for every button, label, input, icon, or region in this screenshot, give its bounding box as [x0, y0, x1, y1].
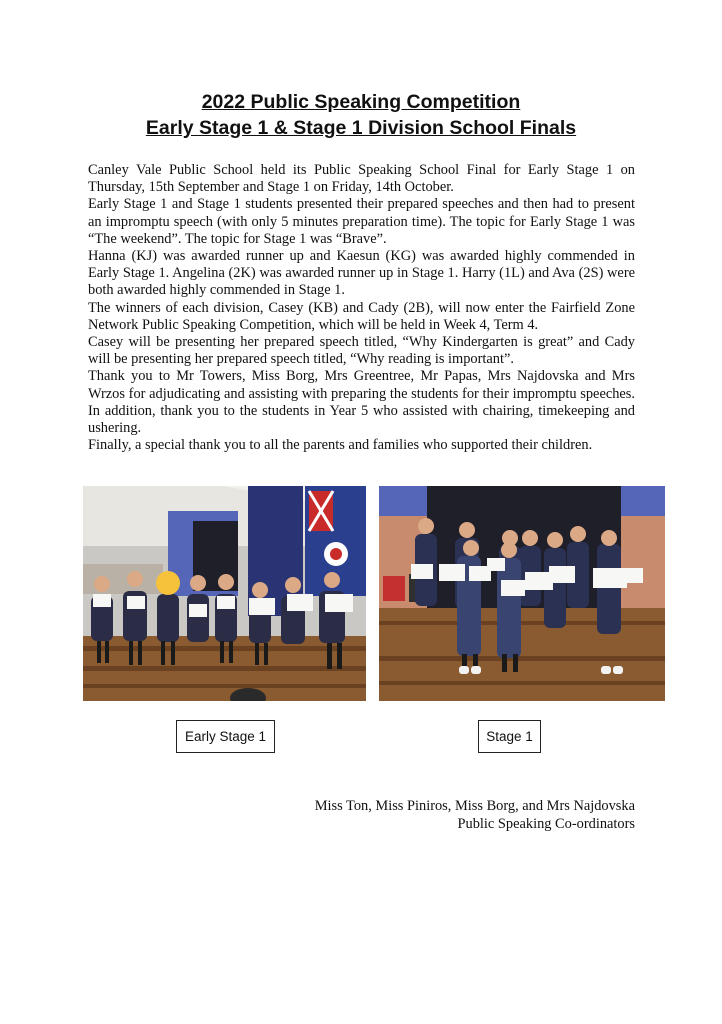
early-stage-1-photo — [83, 486, 366, 701]
paragraph: The winners of each division, Casey (KB) and Cady (2B), will now enter the Fairfield Zone Network Public Speaking Competition, which will be held in Week 4, Term 4. — [88, 299, 635, 333]
paragraph: Canley Vale Public School held its Public Speaking School Final for Early Stage 1 on Thursday, 15th September and Stage 1 on Friday, 14th October. — [88, 162, 635, 196]
early-stage-1-caption: Early Stage 1 — [176, 720, 275, 753]
coordinator-names: Miss Ton, Miss Piniros, Miss Borg, and Mrs Najdovska — [314, 798, 635, 814]
stage-1-photo — [379, 486, 665, 701]
document-title — [60, 89, 662, 141]
paragraph: Hanna (KJ) was awarded runner up and Kaesun (KG) was awarded highly commended in Early Stage 1. Angelina (2K) was awarded runner up in Stage 1. Harry (1L) and Ava (2S) were both awarded highly commended in Stage 1. — [88, 248, 635, 299]
title-line-2: Early Stage 1 & Stage 1 Division School Finals — [145, 117, 577, 139]
paragraph: Casey will be presenting her prepared speech titled, “Why Kindergarten is great” and Cady will be presenting her prepared speech titled, “Why reading is important”. — [88, 334, 635, 368]
title-line-1: 2022 Public Speaking Competition — [201, 91, 521, 113]
signature-block — [315, 798, 635, 833]
paragraph: Thank you to Mr Towers, Miss Borg, Mrs Greentree, Mr Papas, Mrs Najdovska and Mrs Wrzos for adjudicating and assisting with preparing the students for their impromptu speeches. In addition, thank you to the students in Year 5 who assisted with chairing, timekeeping and ushering. — [88, 368, 635, 437]
stage-1-caption: Stage 1 — [478, 720, 541, 753]
paragraph: Early Stage 1 and Stage 1 students presented their prepared speeches and then had to present an impromptu speech (with only 5 minutes preparation time). The topic for Early Stage 1 was “The weekend”. The topic for Stage 1 was “Brave”. — [88, 196, 635, 247]
body-text — [88, 162, 635, 454]
paragraph: Finally, a special thank you to all the parents and families who supported their children. — [88, 437, 593, 454]
coordinator-role: Public Speaking Co-ordinators — [457, 815, 635, 832]
